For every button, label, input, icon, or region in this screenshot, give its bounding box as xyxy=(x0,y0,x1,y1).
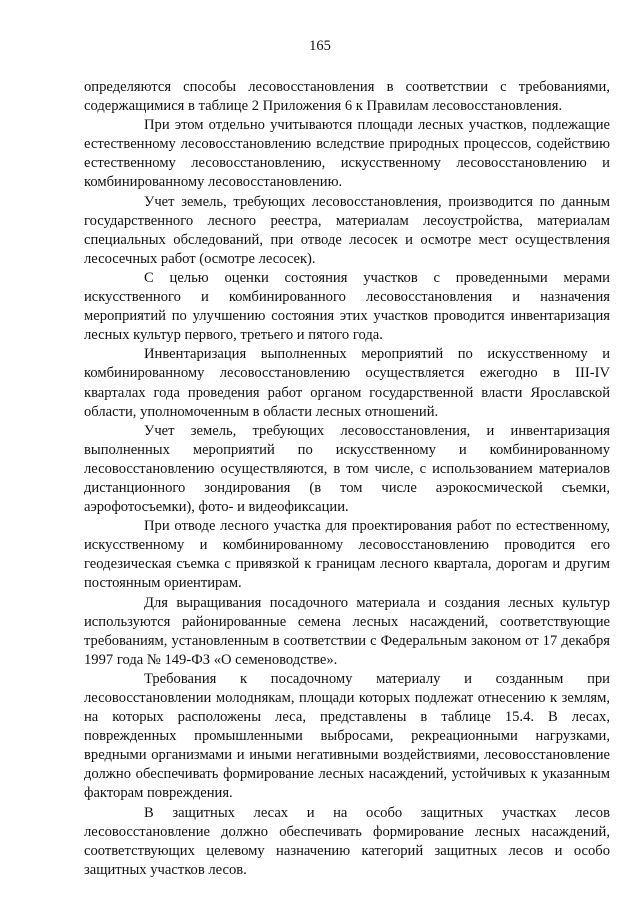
paragraph-3: Учет земель, требующих лесовосстановления, производится по данным государственного лесного реестра, материалам лесоустройства, материалам специальных обследований, при отводе лесосек и осмотре мест осуществления лесосечных работ (осмотре лесосек). xyxy=(84,193,610,267)
paragraph-8: Для выращивания посадочного материала и создания лесных культур используются районированные семена лесных насаждений, соответствующие требованиям, установленным в соответствии с Федеральным законом от 17 декабря 1997 года № 149-ФЗ «О семеноводстве». xyxy=(84,594,610,668)
paragraph-6: Учет земель, требующих лесовосстановления, и инвентаризация выполненных мероприятий по искусственному и комбинированному лесовосстановлению осуществляются, в том числе, с использованием материалов дистанционного зондирования (в том числе аэрокосмической съемки, аэрофотосъемки), фото- и видеофиксации. xyxy=(84,422,610,516)
paragraph-4: С целью оценки состояния участков с проведенными мерами искусственного и комбинированного лесовосстановления и назначения мероприятий по улучшению состояния этих участков проводится инвентаризация лесных культур первого, третьего и пятого года. xyxy=(84,269,610,344)
paragraph-1: определяются способы лесовосстановления в соответствии с требованиями, содержащимися в таблице 2 Приложения 6 к Правилам лесовосстановления. xyxy=(84,79,610,115)
page-number: 165 xyxy=(309,38,331,54)
paragraph-9: Требования к посадочному материалу и созданным при лесовосстановлении молоднякам, площади которых подлежат отнесению к землям, на которых расположены леса, представлены в таблице 15.4. В лесах, поврежденных промышленными выбросами, рекреационными нагрузками, вредными организмами и иными негативными воздействиями, лесовосстановление должно обеспечивать формирование лесных насаждений, устойчивых к указанным факторам повреждения. xyxy=(84,670,610,802)
paragraph-7: При отводе лесного участка для проектирования работ по естественному, искусственному и комбинированному лесовосстановлению проводится его геодезическая съемка с привязкой к границам лесного квартала, дорогам и другим постоянным ориентирам. xyxy=(84,518,610,592)
body-text xyxy=(84,78,610,880)
paragraph-5: Инвентаризация выполненных мероприятий по искусственному и комбинированному лесовосстановлению осуществляется ежегодно в III-IV кварталах года проведения работ органом государственной власти Ярославской области, уполномоченным в области лесных отношений. xyxy=(84,346,610,420)
paragraph-2: При этом отдельно учитываются площади лесных участков, подлежащие естественному лесовосстановлению вследствие природных процессов, содействию естественному лесовосстановлению, искусственному лесовосстановлению и комбинированному лесовосстановлению. xyxy=(84,117,610,191)
paragraph-10: В защитных лесах и на особо защитных участках лесов лесовосстановление должно обеспечивать формирование лесных насаждений, соответствующих целевому назначению категорий защитных лесов и особо защитных участков лесов. xyxy=(84,804,610,878)
